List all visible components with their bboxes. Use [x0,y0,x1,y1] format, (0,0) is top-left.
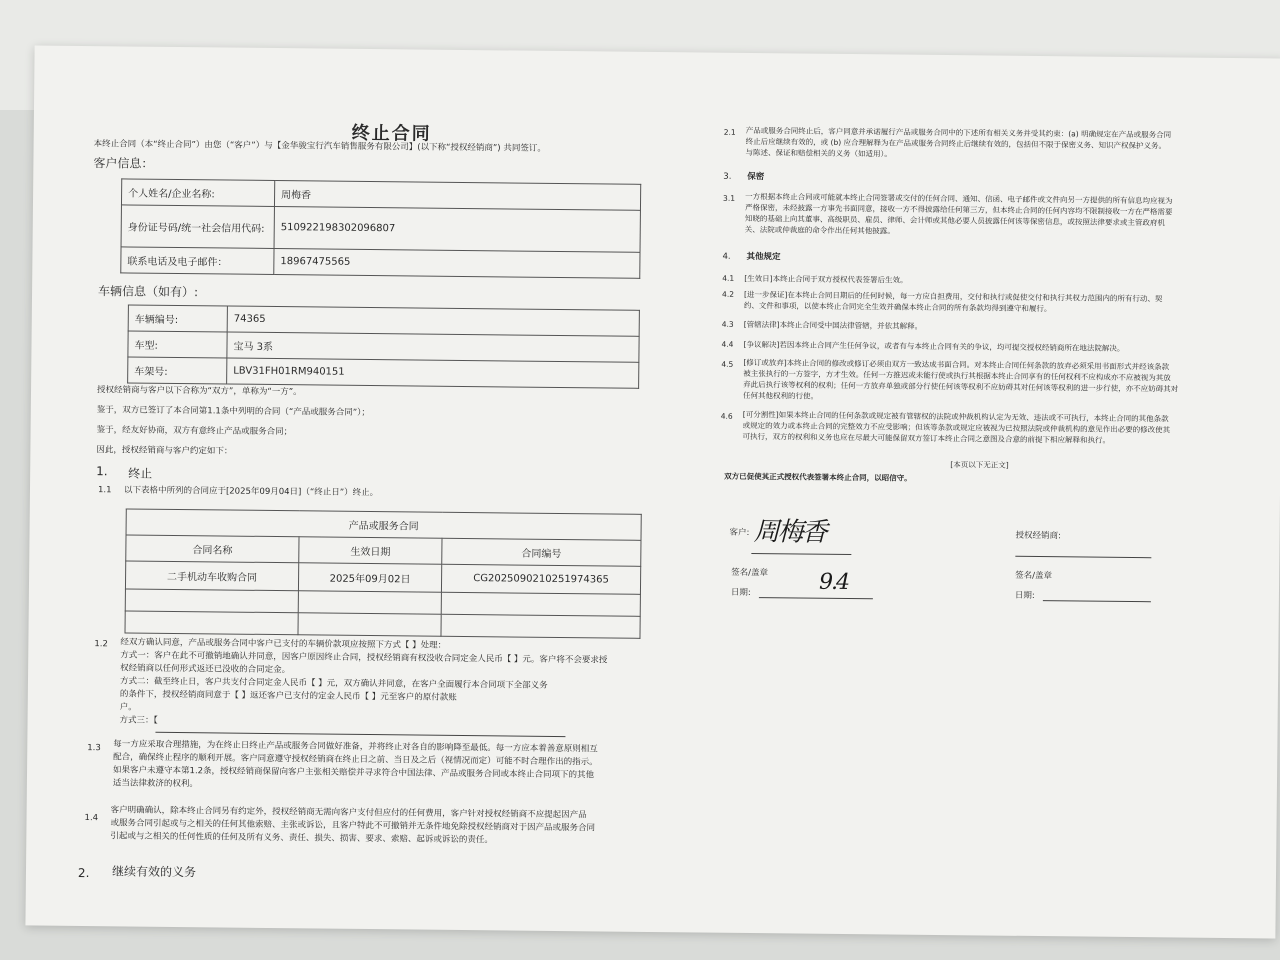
section-title: 保密 [747,171,765,183]
clause-line: 一方根据本终止合同或可能就本终止合同签署或交付的任何合同、通知、信函、电子邮件或文件向另一方提供的所有信息均应视为 [745,191,1173,206]
clause-line: 方式一：客户在此不可撤销地确认并同意，因客户原因终止合同，授权经销商有权没收合同定金人民币【 】元。客户将不会要求授 [120,650,608,666]
clause-line: 的条件下，授权经销商同意于【 】返还客户已支付的定金人民币【 】元至客户的原付款账 [119,689,457,703]
clause-number: 1.1 [97,485,112,496]
clause-number: 4.6 [720,411,733,421]
stamp-label: 签名/盖章 [731,567,769,579]
clause-text [746,125,1216,163]
table-cell: 二手机动车收购合同 [125,561,298,591]
clause-line: 知晓的基础上向其董事、高级职员、雇员、律师、会计师或其他必要人员披露任何该等保密信息，或按照法律要求或主管政府机 [744,213,1165,228]
clause-line: 严格保密，未经披露一方事先书面同意，接收一方不得披露给任何第三方，但本终止合同的任何内容均不限制接收一方在严格需要 [744,202,1173,217]
clause-line: [可分割性]如果本终止合同的任何条款或规定被有管辖权的法院或仲裁机构认定为无效、违法或不可执行，本终止合同的其他条款 [742,409,1169,424]
clause-line: [修订或放弃]本终止合同的修改或修订必须由双方一致达成书面合同。对本终止合同任何条款的放弃必须采用书面形式并经该条款 [743,357,1170,372]
table-cell: CG202509021025197436​5 [441,564,640,594]
clause-line: 适当法律救济的权利。 [112,778,198,790]
clause-text: [管辖法律]本终止合同受中国法律管辖，并依其解释。 [743,319,923,331]
clause-line: 引起或与之相关的任何性质的任何及所有义务、责任、损失、损害、要求、索赔、起诉或诉讼的责任。 [110,831,493,846]
clause-number: 1.2 [94,639,108,650]
customer-sign-label: 客户: [729,527,750,538]
witness-line: 双方已促使其正式授权代表签署本终止合同，以昭信守。 [724,471,912,483]
clause-number: 4.2 [722,289,735,299]
whereas-2: 鉴于，经友好协商，双方有意终止产品或服务合同； [96,425,293,438]
clause-text: [生效日]本终止合同于双方授权代表签署后生效。 [744,273,908,285]
table-title: 产品或服务合同 [126,509,641,540]
section-title: 继续有效的义务 [111,864,197,880]
clause-text [113,738,694,796]
clause-line: 可执行，双方的权利和义务也应在尽最大可能保留双方签订本终止合同之意图及合意的前提下相应解释和执行。 [742,431,1111,445]
clause-line: 或规定的效力或本终止合同的完整效力不应受影响；但该等条款或规定应被视为已按照法院或仲裁机构的意见作出必要的修改使其 [742,420,1171,435]
whereas-1: 鉴于，双方已签订了本合同第1.1条中列明的合同（“产品或服务合同”）； [96,405,370,419]
customer-value: 510922198302096807 [274,206,640,252]
vehicle-row [128,357,639,388]
clause-number: 4.1 [722,273,735,283]
clause-line: 被主张执行的一方签字，方才生效。任何一方推迟或未能行使或执行其根据本终止合同享有的任何权利不应构成亦不应被视为其放 [743,368,1171,383]
customer-label: 个人姓名/企业名称: [121,179,274,207]
section-title: 终止 [128,466,153,481]
customer-signature: 周梅香 [753,517,826,548]
clause-number: 3.1 [723,193,736,203]
clause-text [745,191,1215,240]
clause-line: 方式二：截至终止日，客户共支付合同定金人民币【 】元，双方确认并同意，在客户全面履行本合同项下全部义务 [119,676,548,691]
customer-row [121,247,640,278]
clause-line: 终止后应继续有效的，或 (b) 应合理解释为在产品或服务合同终止后继续有效的，包括但不限于保密义务、知识产权保护义务。 [745,136,1167,151]
clause-line: 弃此后执行该等权利的权利；任何一方放弃单独或部分行使任何该等权利不应妨碍其对任何该等权利的进一步行使，亦不应妨碍其对 [743,379,1179,394]
vehicle-value: 74365 [227,306,639,336]
clause-line: 如果客户未遵守本第1.2条，授权经销商保留向客户主张相关赔偿并寻求符合中国法律、产品或服务合同或本终止合同项下的其他 [113,765,595,781]
vehicle-heading: 车辆信息（如有）: [97,284,199,300]
customer-row [121,205,640,252]
table-row [125,611,640,638]
signature-line [751,553,851,555]
customer-table [120,178,641,278]
clause-line: 与陈述、保证和赔偿相关的义务（如适用）。 [745,147,892,159]
date-line [759,597,873,599]
clause-text [744,289,1214,316]
date-label: 日期: [730,587,751,599]
clause-line: 客户明确确认，除本终止合同另有约定外，授权经销商无需向客户支付但应付的任何费用，客户针对授权经销商不应提起因产品 [110,805,587,821]
clause-text [743,357,1213,406]
clause-number: 4.5 [721,359,734,369]
vehicle-label: 车型: [128,331,227,358]
clause-text [743,409,1213,447]
section-number: 3. [723,171,732,182]
clause-line: 户。 [119,702,137,713]
clause-line: 或服务合同引起或与之相关的任何其他索赔、主张或诉讼，且客户特此不可撤销并无条件地免除授权经销商对于因产品或服务合同 [110,818,596,834]
contract-list-table [124,508,641,638]
vehicle-value: LBV31FH01RM940151 [227,358,639,388]
clause-text [110,804,690,849]
clause-line: 权经销商以任何形式返还已没收的合同定金。 [120,663,291,676]
customer-value: 18967475565 [274,248,640,278]
table-cell: 2025年09月02日 [298,563,441,592]
clause-line: 方式三：【 [119,715,158,726]
clause-text [120,636,691,733]
therefore-line: 因此，授权经销商与客户约定如下： [96,445,233,457]
clause-number: 4.3 [721,319,734,329]
clause-number: 2.1 [723,127,736,137]
customer-heading: 客户信息： [93,156,154,171]
dealer-date-label: 日期: [1014,590,1035,601]
clause-line: 约、文件和事项，以使本终止合同完全生效并确保本终止合同的所有条款均得到遵守和履行。 [743,300,1052,314]
dealer-sign-label: 授权经销商: [1015,530,1061,542]
dealer-signature-line [1015,556,1151,558]
section-number: 4. [722,251,731,262]
table-header: 生效日期 [299,537,442,564]
table-header: 合同名称 [126,535,299,563]
clause-line: [进一步保证]在本终止合同日期后的任何时候，每一方应自担费用，交付和执行或促使交付和执行其权力范围内的所有行动、契 [744,289,1163,304]
clause-line: 任何其他权利的行使。 [742,390,819,401]
vehicle-value: 宝马 3系 [227,332,639,362]
customer-label: 联系电话及电子邮件： [121,247,274,275]
option-three-blank [155,732,565,737]
table-header: 合同编号 [442,538,641,566]
clause-line: 经双方确认同意，产品或服务合同中客户已支付的车辆价款项应按照下方式【 】处理： [120,637,447,651]
clause-line: 关、法院或仲裁庭的命令作出任何其他披露。 [744,224,895,236]
parties-line: 授权经销商与客户以下合称为“双方”，单称为“一方”。 [96,385,302,398]
dealer-date-line [1043,600,1151,602]
section-title: 其他规定 [746,251,781,263]
clause-line: 每一方应采取合理措施，为在终止日终止产品或服务合同做好准备，并将终止对各自的影响降至最低。每一方应本着善意原则相互 [113,739,598,755]
customer-label: 身份证号码/统一社会信用代码: [121,205,274,249]
vehicle-table [127,304,640,388]
date-handwritten: 9.4 [818,569,849,596]
clause-number: 4.4 [721,339,734,349]
clause-number: 1.3 [87,743,101,754]
blank-page-note: [本页以下无正文] [950,460,1009,470]
page-title: 终止合同 [351,122,432,145]
clause-line: 配合，确保终止程序的顺利开展。客户同意遵守授权经销商在终止日之前、当日及之后（视情况而定）可能不时合理作出的指示。 [113,752,598,768]
vehicle-label: 车架号: [128,357,227,384]
clause-line: 产品或服务合同终止后，客户同意并承诺履行产品或服务合同中的下述所有相关义务并受其约束：(a) 明确规定在产品或服务合同 [745,125,1172,140]
section-number: 1. [96,464,108,479]
customer-value: 周梅香 [274,181,640,211]
intro-text: 本终止合同（本“终止合同”）由您（“客户”）与【金华骏宝行汽车销售服务有限公司】(以下称“授权经销商”) 共同签订。 [93,139,546,154]
clause-text: 以下表格中所列的合同应于[2025年09月04日]（“终止日”）终止。 [123,485,379,499]
section-number: 2. [77,865,90,881]
clause-number: 1.4 [84,813,99,824]
vehicle-label: 车辆编号: [128,305,227,332]
dealer-stamp-label: 签名/盖章 [1015,570,1053,582]
contract-page [25,45,1280,938]
clause-text: [争议解决]若因本终止合同产生任何争议，或者有与本终止合同有关的争议，均可提交授权经销商所在地法院解决。 [743,339,1125,353]
